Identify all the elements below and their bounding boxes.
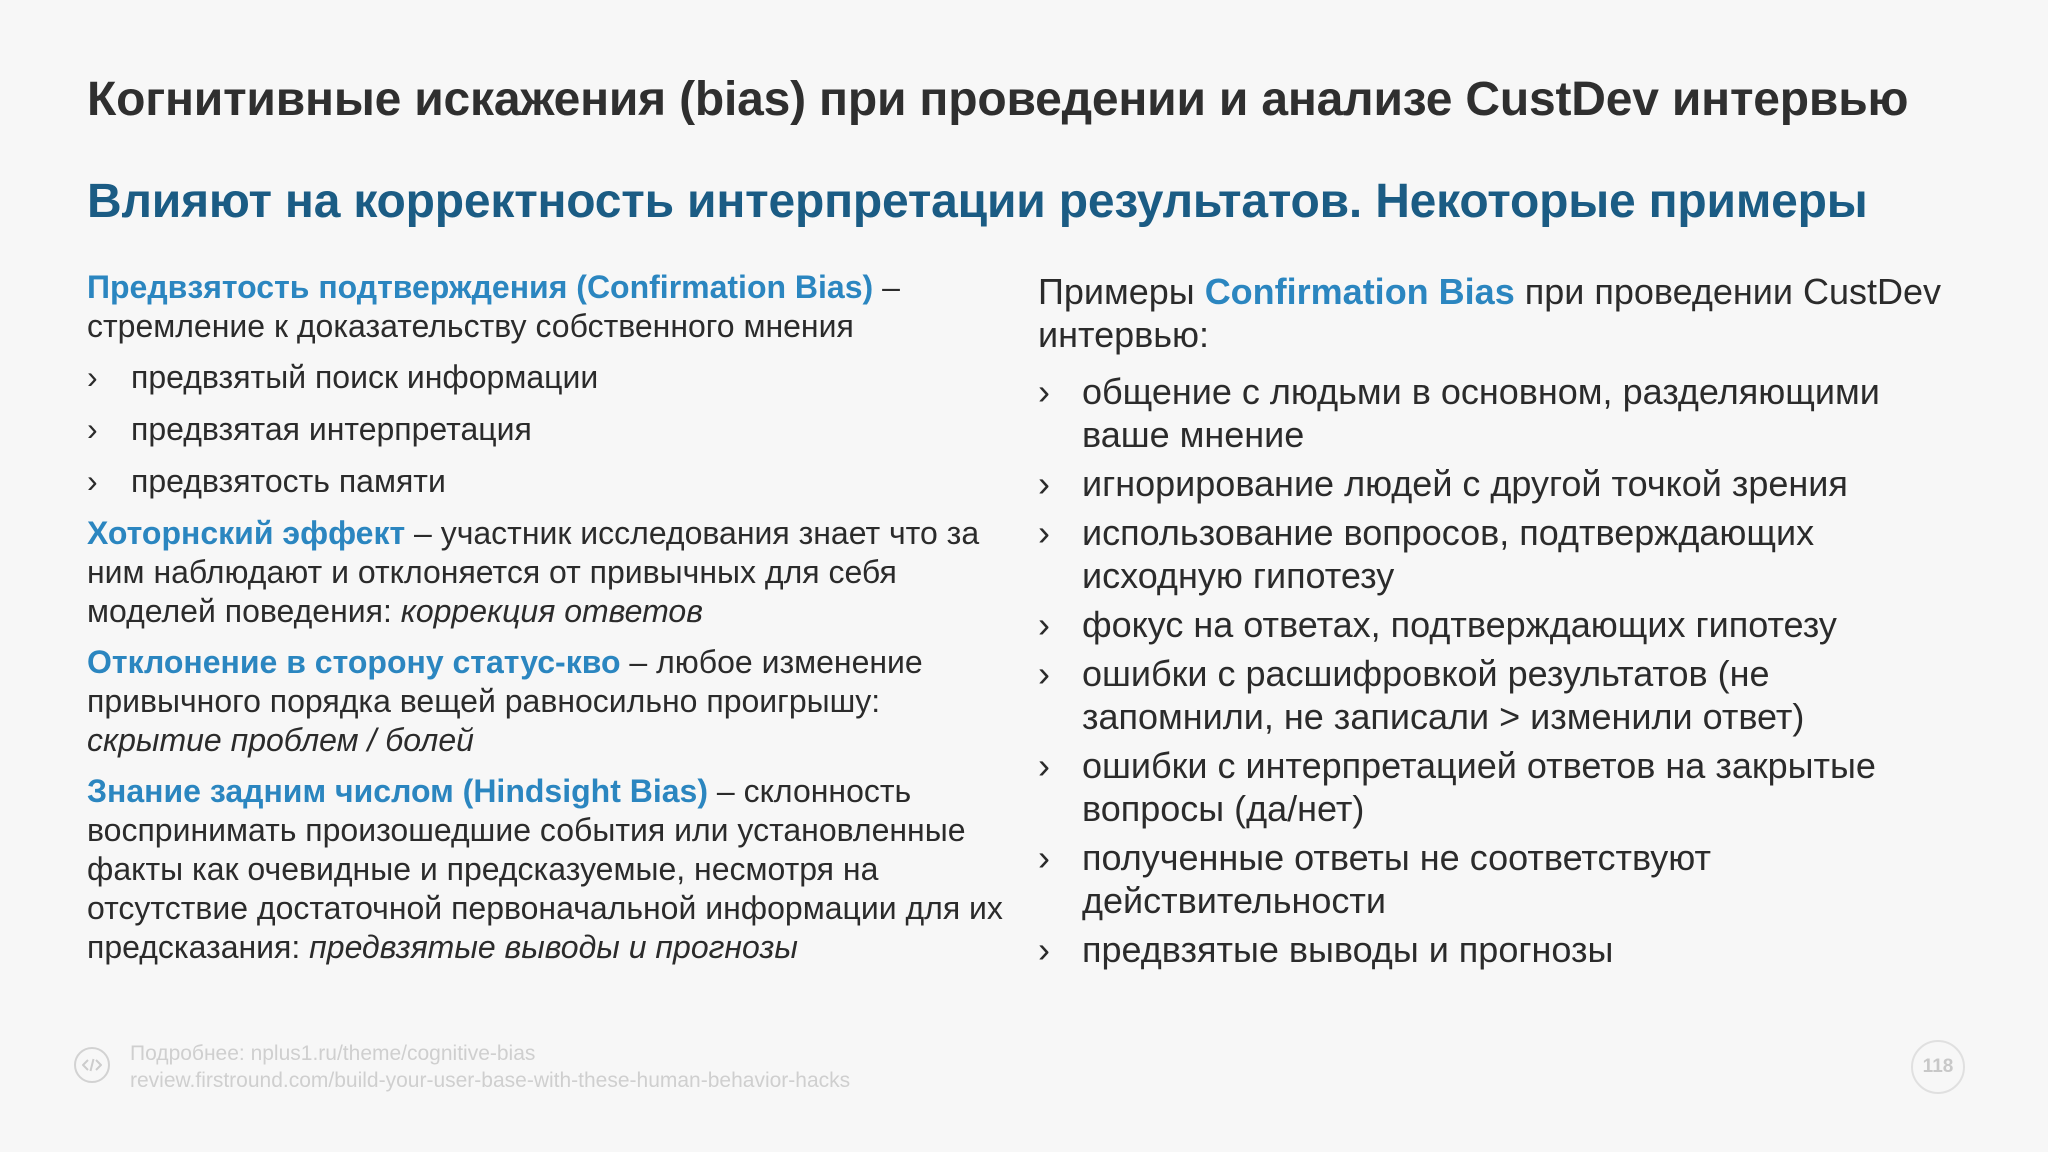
list-item xyxy=(1038,462,1968,505)
hindsight-bias-term: Знание задним числом (Hindsight Bias) xyxy=(87,773,708,809)
list-item-text: общение с людьми в основном, разделяющими ваше мнение xyxy=(1082,371,1880,455)
list-item xyxy=(1038,836,1968,922)
list-item-text: использование вопросов, подтверждающих исходную гипотезу xyxy=(1082,512,1815,596)
examples-intro xyxy=(1038,270,1968,356)
list-item xyxy=(1038,744,1968,830)
list-item-text: предвзятые выводы и прогнозы xyxy=(1082,929,1614,970)
footer-sources xyxy=(74,1040,850,1094)
left-column xyxy=(87,268,1007,979)
list-item-text: предвзятый поиск информации xyxy=(131,359,599,395)
confirmation-bias-term: Предвзятость подтверждения (Confirmation Bias) xyxy=(87,269,874,305)
list-item xyxy=(87,358,1007,397)
examples-intro-term: Confirmation Bias xyxy=(1204,271,1515,312)
examples-list xyxy=(1038,370,1968,971)
code-icon xyxy=(74,1047,110,1083)
hawthorne-effect-example: коррекция ответов xyxy=(400,593,703,629)
list-item xyxy=(1038,603,1968,646)
list-item-text: ошибки с интерпретацией ответов на закрытые вопросы (да/нет) xyxy=(1082,745,1876,829)
status-quo-bias-example: скрытие проблем / болей xyxy=(87,722,474,758)
chevron-right-icon: › xyxy=(87,463,98,499)
confirmation-bias-desc: – стремление к доказательству собственного мнения xyxy=(87,269,900,344)
hindsight-bias-example: предвзятые выводы и прогнозы xyxy=(309,929,798,965)
list-item xyxy=(1038,370,1968,456)
status-quo-bias-term: Отклонение в сторону статус-кво xyxy=(87,644,621,680)
list-item-text: предвзятость памяти xyxy=(131,463,446,499)
list-item xyxy=(87,410,1007,449)
list-item-text: полученные ответы не соответствуют действительности xyxy=(1082,837,1711,921)
hawthorne-effect-desc: – участник исследования знает что за ним наблюдают и отклоняется от привычных для себя моделей поведения: xyxy=(87,515,980,629)
chevron-right-icon: › xyxy=(87,359,98,395)
confirmation-bias-definition xyxy=(87,268,1007,346)
list-item xyxy=(1038,928,1968,971)
right-column xyxy=(1038,270,1968,979)
footer-link-nplus1[interactable]: Подробнее: nplus1.ru/theme/cognitive-bias xyxy=(130,1042,536,1065)
list-item xyxy=(87,462,1007,501)
slide-title: Когнитивные искажения (bias) при проведении и анализе CustDev интервью xyxy=(87,73,1909,126)
status-quo-bias-definition xyxy=(87,643,1007,760)
list-item-text: ошибки с расшифровкой результатов (не запомнили, не записали > изменили ответ) xyxy=(1082,653,1805,737)
chevron-right-icon: › xyxy=(1038,929,1050,970)
hawthorne-effect-term: Хоторнский эффект xyxy=(87,515,406,551)
hindsight-bias-desc: – склонность воспринимать произошедшие события или установленные факты как очевидные и предсказуемые, несмотря на отсутствие достаточной первоначальной информации для их предсказания: xyxy=(87,773,1003,965)
list-item xyxy=(1038,511,1968,597)
page-number: 118 xyxy=(1911,1040,1965,1094)
hindsight-bias-definition xyxy=(87,772,1007,967)
chevron-right-icon: › xyxy=(1038,604,1050,645)
chevron-right-icon: › xyxy=(1038,837,1050,878)
list-item-text: предвзятая интерпретация xyxy=(131,411,532,447)
footer-links xyxy=(130,1040,850,1094)
chevron-right-icon: › xyxy=(1038,463,1050,504)
list-item-text: игнорирование людей с другой точкой зрения xyxy=(1082,463,1848,504)
chevron-right-icon: › xyxy=(87,411,98,447)
footer-link-firstround[interactable]: review.firstround.com/build-your-user-base-with-these-human-behavior-hacks xyxy=(130,1069,851,1092)
list-item-text: фокус на ответах, подтверждающих гипотезу xyxy=(1082,604,1837,645)
slide-subtitle: Влияют на корректность интерпретации результатов. Некоторые примеры xyxy=(87,175,1868,228)
examples-intro-pre: Примеры xyxy=(1038,271,1205,312)
chevron-right-icon: › xyxy=(1038,653,1050,694)
examples-intro-post: при проведении CustDev интервью: xyxy=(1038,271,1942,355)
list-item xyxy=(1038,652,1968,738)
chevron-right-icon: › xyxy=(1038,512,1050,553)
hawthorne-effect-definition xyxy=(87,514,1007,631)
status-quo-bias-desc: – любое изменение привычного порядка вещей равносильно проигрышу: xyxy=(87,644,923,719)
chevron-right-icon: › xyxy=(1038,745,1050,786)
confirmation-bias-list xyxy=(87,358,1007,501)
chevron-right-icon: › xyxy=(1038,371,1050,412)
